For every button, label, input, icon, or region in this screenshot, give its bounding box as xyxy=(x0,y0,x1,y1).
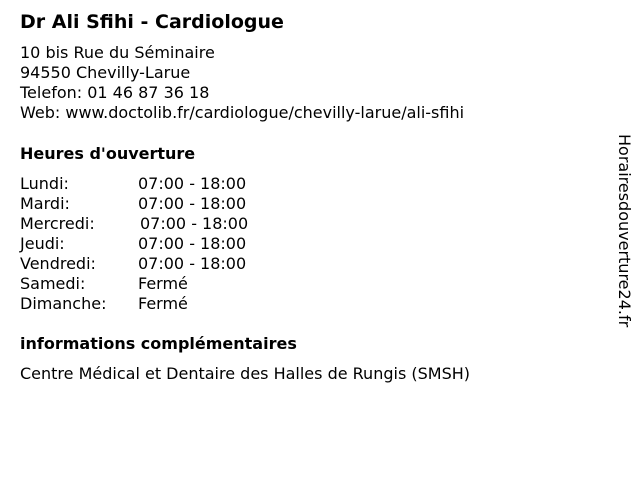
website-link[interactable]: Web: www.doctolib.fr/cardiologue/chevilly-larue/ali-sfihi xyxy=(20,103,465,122)
city-postcode: 94550 Chevilly-Larue xyxy=(20,63,191,82)
day-label: Mercredi: xyxy=(20,214,95,233)
hours-row-monday xyxy=(20,174,320,194)
opening-hours-list xyxy=(20,174,320,314)
hours-row-wednesday xyxy=(20,214,320,234)
time-value: 07:00 - 18:00 xyxy=(138,254,247,273)
street-address: 10 bis Rue du Séminaire xyxy=(20,43,215,62)
hours-row-saturday xyxy=(20,274,320,294)
time-value: 07:00 - 18:00 xyxy=(140,214,249,233)
day-label: Dimanche: xyxy=(20,294,107,313)
day-label: Mardi: xyxy=(20,194,70,213)
page-title: Dr Ali Sfihi - Cardiologue xyxy=(20,11,284,33)
phone-number: Telefon: 01 46 87 36 18 xyxy=(20,83,210,102)
address-block xyxy=(20,43,464,123)
day-label: Lundi: xyxy=(20,174,69,193)
day-label: Samedi: xyxy=(20,274,86,293)
time-value: 07:00 - 18:00 xyxy=(138,194,247,213)
hours-row-friday xyxy=(20,254,320,274)
time-value: Fermé xyxy=(138,274,188,293)
extra-info-text: Centre Médical et Dentaire des Halles de Rungis (SMSH) xyxy=(20,364,470,383)
hours-row-sunday xyxy=(20,294,320,314)
day-label: Vendredi: xyxy=(20,254,96,273)
hours-row-thursday xyxy=(20,234,320,254)
time-value: Fermé xyxy=(138,294,188,313)
time-value: 07:00 - 18:00 xyxy=(138,234,247,253)
extra-info-heading: informations complémentaires xyxy=(20,334,297,353)
hours-heading: Heures d'ouverture xyxy=(20,144,196,163)
time-value: 07:00 - 18:00 xyxy=(138,174,247,193)
hours-row-tuesday xyxy=(20,194,320,214)
site-watermark: Horairesdouverture24.fr xyxy=(615,134,634,328)
day-label: Jeudi: xyxy=(20,234,65,253)
